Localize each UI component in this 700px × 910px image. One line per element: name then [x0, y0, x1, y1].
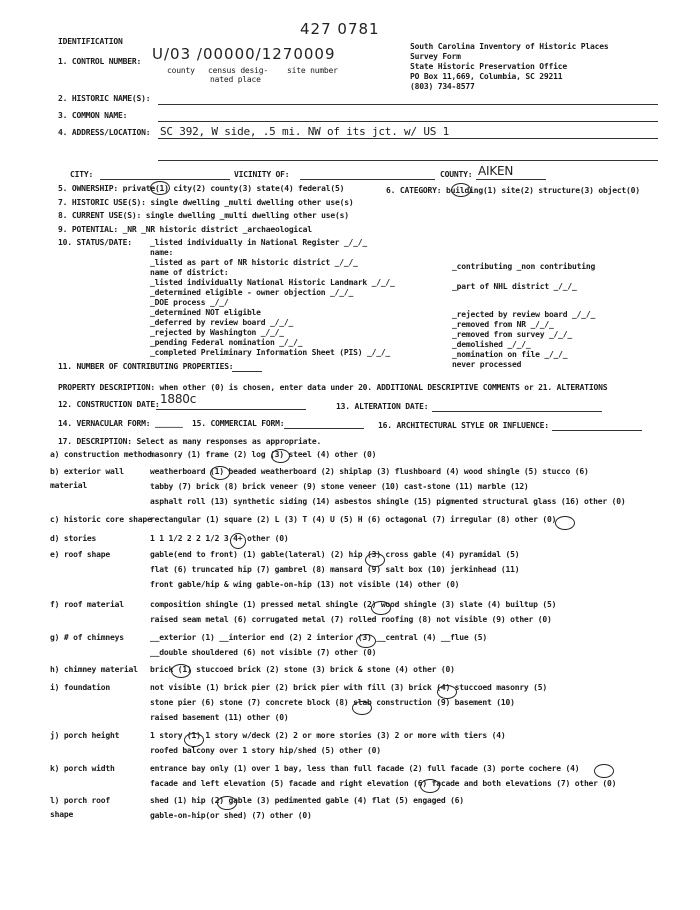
status-option[interactable]: _removed from NR _/_/_ — [452, 320, 554, 329]
selection-circle — [356, 634, 376, 648]
status-option[interactable]: _demolished _/_/_ — [452, 340, 531, 349]
historic-name-label: 2. HISTORIC NAME(S): — [58, 94, 151, 103]
status-option: name: — [150, 248, 174, 257]
selection-circle — [210, 466, 230, 480]
selection-circle — [555, 516, 575, 530]
historic-use-row: 7. HISTORIC USE(S): single dwelling _multi dwelling other use(s) — [58, 198, 354, 207]
status-right-column-bottom — [452, 310, 595, 370]
description-options-line[interactable]: composition shingle (1) pressed metal shingle (2) wood shingle (3) slate (4) builtup (5) — [150, 600, 557, 609]
description-options-line[interactable]: not visible (1) brick pier (2) brick pier with fill (3) brick (4) stuccoed masonry (5) — [150, 683, 548, 692]
description-item-label: f) roof material — [50, 600, 124, 609]
historic-name-field[interactable] — [158, 104, 658, 105]
status-option: name of district: — [150, 268, 229, 277]
description-item-label: e) roof shape — [50, 550, 111, 559]
description-item-label: a) construction method — [50, 450, 152, 459]
status-option[interactable]: _determined eligible - owner objection _/_/_ — [150, 288, 354, 297]
status-label: 10. STATUS/DATE: — [58, 238, 132, 247]
selection-circle — [371, 601, 391, 615]
control-number-value[interactable]: U/03 /00000/1270009 — [152, 45, 336, 63]
status-option[interactable]: _rejected by Washington _/_/_ — [150, 328, 284, 337]
selection-circle — [171, 664, 191, 678]
status-option[interactable]: _rejected by review board _/_/_ — [452, 310, 596, 319]
sublabel-county: county — [167, 66, 195, 75]
status-option[interactable]: _determined NOT eligible — [150, 308, 261, 317]
identification-heading: IDENTIFICATION — [58, 37, 123, 46]
description-options-line[interactable]: gable(end to front) (1) gable(lateral) (2) hip (3) cross gable (4) pyramidal (5) — [150, 550, 520, 559]
vicinity-label: VICINITY OF: — [234, 170, 290, 179]
potential-row: 9. POTENTIAL: _NR _NR historic district _archaeological — [58, 225, 312, 234]
address-label: 4. ADDRESS/LOCATION: — [58, 128, 151, 137]
alteration-date-label: 13. ALTERATION DATE: — [336, 402, 429, 411]
sublabel-census-2: nated place — [210, 75, 261, 84]
selection-circle — [150, 181, 170, 195]
description-item-label: c) historic core shape — [50, 515, 152, 524]
description-options-line[interactable]: facade and left elevation (5) facade and right elevation (6) facade and both elevations (7) other (0) — [150, 779, 617, 788]
description-item-label: h) chimney material — [50, 665, 138, 674]
selection-circle — [451, 183, 471, 197]
agency-line: PO Box 11,669, Columbia, SC 29211 — [410, 72, 563, 81]
status-option[interactable]: _listed individually in National Register _/_/_ — [150, 238, 367, 247]
county-field — [476, 179, 546, 180]
description-item-label: shape — [50, 810, 74, 819]
description-item-label: d) stories — [50, 534, 97, 543]
status-option[interactable]: _nomination on file _/_/_ — [452, 350, 568, 359]
description-item-label: i) foundation — [50, 683, 111, 692]
description-options-line[interactable]: stone pier (6) stone (7) concrete block (8) slab construction (9) basement (10) — [150, 698, 515, 707]
commercial-form-label: 15. COMMERCIAL FORM: — [192, 419, 285, 428]
description-item-label: j) porch height — [50, 731, 120, 740]
ownership-row: 5. OWNERSHIP: private(1) city(2) county(3) state(4) federal(5) — [58, 184, 345, 193]
status-option[interactable]: _contributing _non contributing — [452, 262, 596, 271]
vicinity-field[interactable] — [300, 179, 435, 180]
status-option[interactable]: _deferred by review board _/_/_ — [150, 318, 294, 327]
status-option[interactable]: _listed as part of NR historic district _/_/_ — [150, 258, 358, 267]
agency-block — [410, 42, 609, 92]
address-line-1 — [158, 138, 658, 139]
description-options-line[interactable]: __double shouldered (6) not visible (7) other (0) — [150, 648, 377, 657]
sublabel-census: census desig- — [208, 66, 269, 75]
description-options-line[interactable]: gable-on-hip(or shed) (7) other (0) — [150, 811, 312, 820]
selection-circle — [217, 796, 237, 810]
status-option[interactable]: _part of NHL district _/_/_ — [452, 282, 577, 291]
agency-line: State Historic Preservation Office — [410, 62, 567, 71]
description-item-label: l) porch roof — [50, 796, 111, 805]
selection-circle — [437, 685, 457, 699]
sublabel-site-number: site number — [287, 66, 338, 75]
architectural-style-label: 16. ARCHITECTURAL STYLE OR INFLUENCE: — [378, 421, 549, 430]
selection-circle — [184, 733, 204, 747]
status-option[interactable]: _listed individually National Historic Landmark _/_/_ — [150, 278, 395, 287]
description-options-line[interactable]: raised basement (11) other (0) — [150, 713, 289, 722]
description-options-line[interactable]: front gable/hip & wing gable-on-hip (13) not visible (14) other (0) — [150, 580, 460, 589]
selection-circle — [594, 764, 614, 778]
status-right-column-top — [452, 262, 595, 292]
status-option[interactable]: _completed Preliminary Information Sheet (PIS) _/_/_ — [150, 348, 391, 357]
alteration-date-field[interactable] — [432, 411, 602, 412]
address-value[interactable]: SC 392, W side, .5 mi. NW of its jct. w/ US 1 — [160, 125, 450, 138]
agency-line: South Carolina Inventory of Historic Places — [410, 42, 609, 51]
common-name-label: 3. COMMON NAME: — [58, 111, 128, 120]
status-option[interactable]: _pending Federal nomination _/_/_ — [150, 338, 303, 347]
description-options-line[interactable]: entrance bay only (1) over 1 bay, less than full facade (2) full facade (3) porte cochere (4) — [150, 764, 580, 773]
county-value[interactable]: AIKEN — [478, 164, 514, 178]
description-item-label: material — [50, 481, 87, 490]
description-options-line[interactable]: weatherboard (1) beaded weatherboard (2) shiplap (3) flushboard (4) wood shingle (5) stucco (6) — [150, 467, 589, 476]
construction-date-field — [156, 409, 306, 410]
selection-circle — [230, 533, 246, 549]
vernacular-form-label: 14. VERNACULAR FORM: ______ — [58, 419, 183, 428]
description-options-line[interactable]: tabby (7) brick (8) brick veneer (9) stone veneer (10) cast-stone (11) marble (12) — [150, 482, 529, 491]
description-options-line[interactable]: flat (6) truncated hip (7) gambrel (8) mansard (9) salt box (10) jerkinhead (11) — [150, 565, 520, 574]
control-number-label: 1. CONTROL NUMBER: — [58, 57, 142, 66]
category-row: 6. CATEGORY: building(1) site(2) structure(3) object(0) — [386, 186, 640, 195]
current-use-row: 8. CURRENT USE(S): single dwelling _multi dwelling other use(s) — [58, 211, 349, 220]
agency-line: Survey Form — [410, 52, 461, 61]
city-label: CITY: — [70, 170, 94, 179]
description-item-label: k) porch width — [50, 764, 115, 773]
selection-circle — [352, 701, 372, 715]
description-item-label: b) exterior wall — [50, 467, 124, 476]
description-options-line[interactable]: rectangular (1) square (2) L (3) T (4) U (5) H (6) octagonal (7) irregular (8) other (0) — [150, 515, 557, 524]
property-description-note: PROPERTY DESCRIPTION: when other (0) is chosen, enter data under 20. ADDITIONAL DESCRIPTIVE COMMENTS or 21. ALTERATIONS — [58, 383, 608, 392]
description-options-line[interactable]: raised seam metal (6) corrugated metal (7) rolled roofing (8) not visible (9) other (0) — [150, 615, 552, 624]
description-options-line[interactable]: __exterior (1) __interior end (2) 2 interior (3) __central (4) __flue (5) — [150, 633, 487, 642]
selection-circle — [365, 553, 385, 567]
status-option[interactable]: _removed from survey _/_/_ — [452, 330, 573, 339]
description-options-line[interactable]: shed (1) hip (2) gable (3) pedimented gable (4) flat (5) engaged (6) — [150, 796, 464, 805]
commercial-form-field[interactable] — [284, 428, 364, 429]
status-option: never processed — [452, 360, 522, 369]
contributing-properties-field[interactable] — [232, 371, 262, 372]
construction-date-value[interactable]: 1880c — [160, 392, 197, 406]
common-name-field[interactable] — [158, 121, 658, 122]
description-heading: 17. DESCRIPTION: Select as many responses as appropriate. — [58, 437, 322, 446]
description-options-line[interactable]: 1 1 1/2 2 2 1/2 3 4+ other (0) — [150, 534, 289, 543]
description-options-line[interactable]: masonry (1) frame (2) log (3) steel (4) other (0) — [150, 450, 377, 459]
status-option[interactable]: _DOE process _/_/ — [150, 298, 229, 307]
county-label: COUNTY: — [440, 170, 473, 179]
description-item-label: g) # of chimneys — [50, 633, 124, 642]
description-options-line[interactable]: brick (1) stuccoed brick (2) stone (3) brick & stone (4) other (0) — [150, 665, 455, 674]
status-left-column — [150, 238, 395, 358]
description-options-line[interactable]: 1 story (1) 1 story w/deck (2) 2 or more stories (3) 2 or more with tiers (4) — [150, 731, 506, 740]
contributing-properties-label: 11. NUMBER OF CONTRIBUTING PROPERTIES: — [58, 362, 234, 371]
architectural-style-field[interactable] — [552, 430, 642, 431]
description-options-line[interactable]: asphalt roll (13) synthetic siding (14) asbestos shingle (15) pigmented structural glass (16) other (0) — [150, 497, 626, 506]
selection-circle — [271, 449, 290, 463]
description-options-line[interactable]: roofed balcony over 1 story hip/shed (5) other (0) — [150, 746, 381, 755]
address-line-2 — [158, 160, 658, 161]
construction-date-label: 12. CONSTRUCTION DATE: — [58, 400, 160, 409]
selection-circle — [420, 779, 440, 793]
agency-line: (803) 734-8577 — [410, 82, 475, 91]
handwritten-site-number: 427 0781 — [300, 20, 380, 38]
city-field[interactable] — [100, 179, 230, 180]
